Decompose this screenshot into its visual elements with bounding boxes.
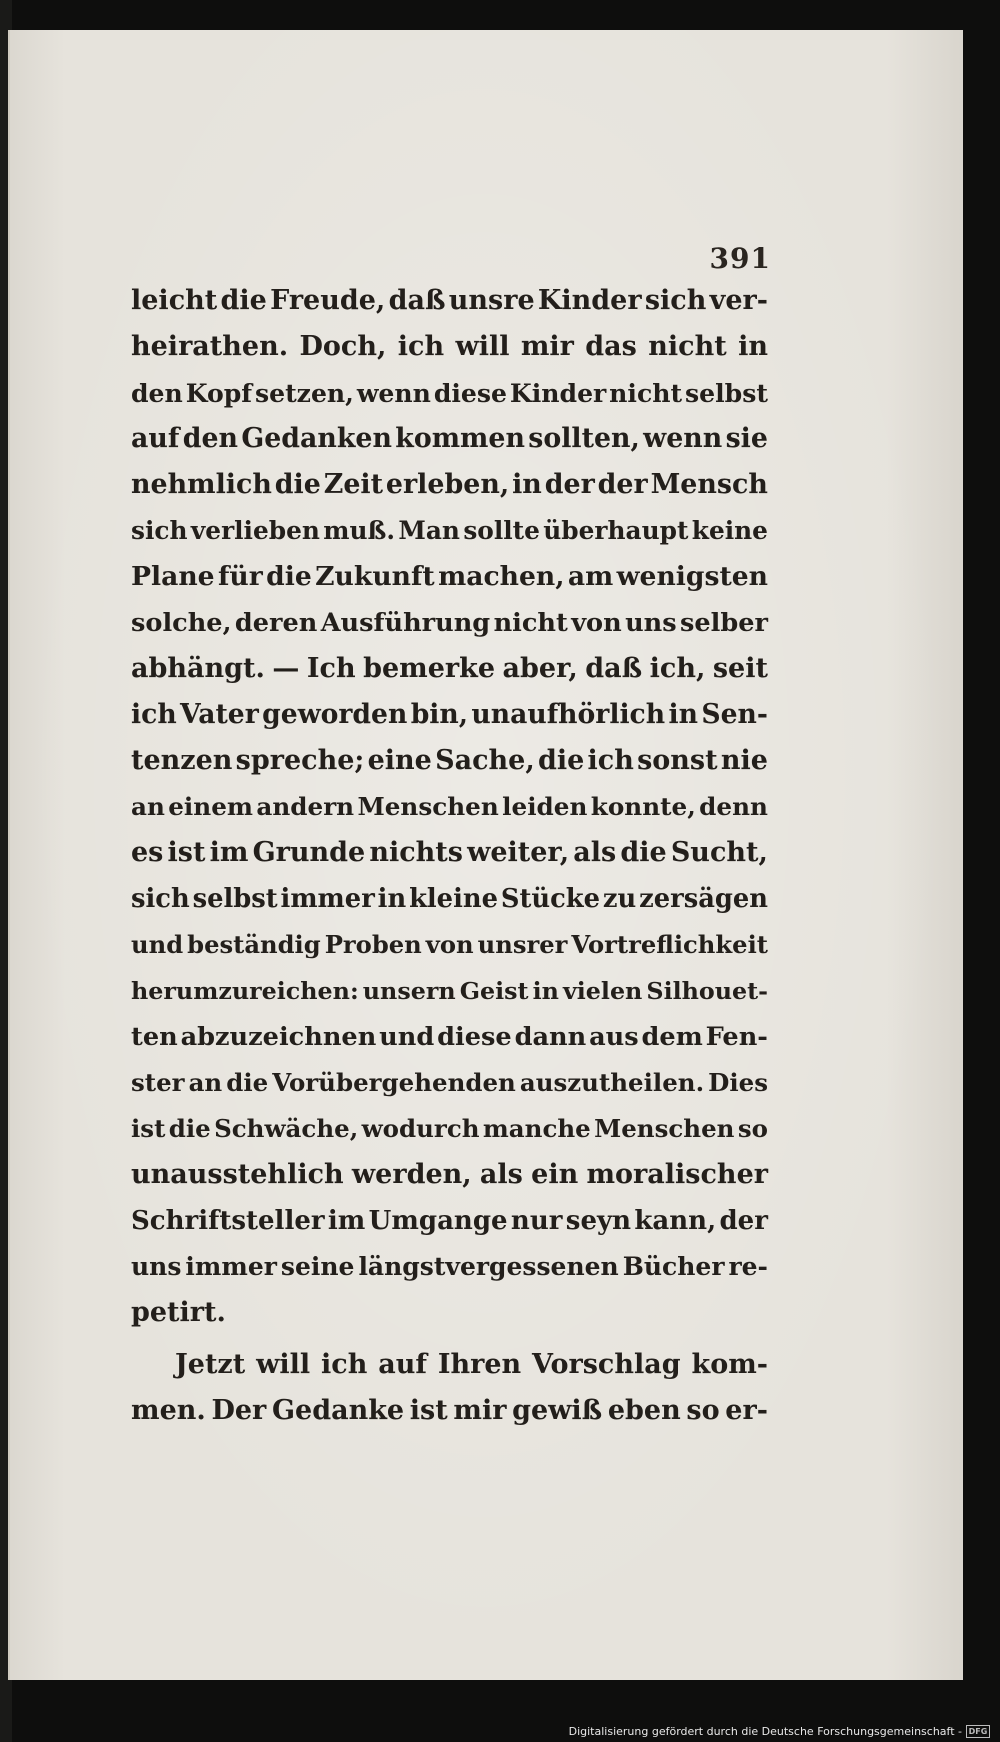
text-line-13: es ist im Grunde nichts weiter, als die Sucht, bbox=[131, 837, 768, 868]
text-line-16: herumzureichen: unsern Geist in vielen Silhouet- bbox=[131, 977, 768, 1005]
text-line-1: leicht die Freude, daß unsre Kinder sich ver- bbox=[131, 285, 768, 316]
text-line-12: an einem andern Menschen leiden konnte, denn bbox=[131, 792, 768, 821]
text-line-6: sich verlieben muß. Man sollte überhaupt keine bbox=[131, 516, 768, 545]
text-line-24: Jetzt will ich auf Ihren Vorschlag kom- bbox=[175, 1349, 768, 1380]
text-line-3: den Kopf setzen, wenn diese Kinder nicht selbst bbox=[131, 378, 768, 408]
text-line-10: ich Vater geworden bin, unaufhörlich in Sen- bbox=[131, 699, 768, 730]
text-line-8: solche, deren Ausführung nicht von uns selber bbox=[131, 608, 768, 638]
text-line-19: ist die Schwäche, wodurch manche Menschen so bbox=[131, 1114, 768, 1143]
dfg-logo: DFG bbox=[966, 1725, 990, 1738]
funding-credit bbox=[569, 1725, 990, 1738]
text-line-23: petirt. bbox=[131, 1297, 226, 1328]
text-line-15: und beständig Proben von unsrer Vortreflichkeit bbox=[131, 930, 768, 959]
book-page bbox=[8, 30, 963, 1680]
text-line-21: Schriftsteller im Umgange nur seyn kann, der bbox=[131, 1206, 768, 1236]
text-line-4: auf den Gedanken kommen sollten, wenn sie bbox=[131, 423, 768, 454]
text-line-11: tenzen spreche; eine Sache, die ich sonst nie bbox=[131, 745, 768, 776]
text-line-14: sich selbst immer in kleine Stücke zu zersägen bbox=[131, 884, 768, 914]
text-line-9: abhängt. — Ich bemerke aber, daß ich, seit bbox=[131, 653, 768, 684]
text-line-7: Plane für die Zukunft machen, am wenigsten bbox=[131, 561, 768, 592]
page-number: 391 bbox=[709, 242, 771, 275]
page-body-text bbox=[131, 278, 768, 1434]
text-line-5: nehmlich die Zeit erleben, in der der Mensch bbox=[131, 469, 768, 500]
text-line-17: ten abzuzeichnen und diese dann aus dem Fen- bbox=[131, 1022, 768, 1052]
text-line-2: heirathen. Doch, ich will mir das nicht in bbox=[131, 331, 768, 362]
text-line-25: men. Der Gedanke ist mir gewiß eben so er- bbox=[131, 1395, 768, 1426]
text-line-20: unausstehlich werden, als ein moralischer bbox=[131, 1159, 768, 1190]
text-line-18: ster an die Vorübergehenden auszutheilen. Dies bbox=[131, 1068, 768, 1097]
text-line-22: uns immer seine längstvergessenen Bücher re- bbox=[131, 1252, 768, 1281]
funding-credit-text: Digitalisierung gefördert durch die Deutsche Forschungsgemeinschaft - bbox=[568, 1725, 962, 1738]
